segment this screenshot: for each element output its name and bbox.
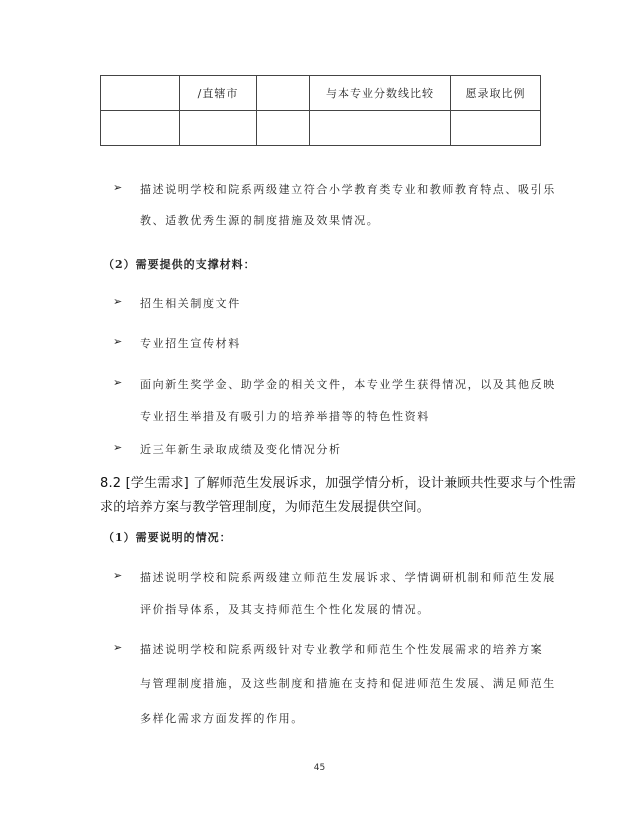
table-cell	[180, 111, 257, 146]
admission-table	[100, 75, 541, 146]
paragraph-line: 描述说明学校和院系两级建立符合小学教育类专业和教师教育特点、吸引乐	[140, 183, 556, 196]
bullet-icon: ➢	[113, 376, 123, 389]
heading-8-2: 求的培养方案与教学管理制度，为师范生发展提供空间。	[100, 500, 431, 515]
section-title: （2）需要提供的支撑材料：	[103, 258, 256, 271]
list-item: 多样化需求方面发挥的作用。	[140, 712, 304, 725]
table-cell	[257, 76, 310, 111]
table-cell: /直辖市	[180, 76, 257, 111]
bullet-icon: ➢	[113, 335, 123, 348]
bullet-icon: ➢	[113, 181, 123, 194]
bullet-icon: ➢	[113, 569, 123, 582]
page-number: 45	[313, 763, 326, 773]
list-item: 专业招生宣传材料	[140, 337, 241, 350]
heading-8-2: 8.2 [学生需求] 了解师范生发展诉求，加强学情分析，设计兼顾共性要求与个性需	[100, 476, 577, 491]
list-item: 招生相关制度文件	[140, 297, 241, 310]
bullet-icon: ➢	[113, 441, 123, 454]
list-item: 评价指导体系，及其支持师范生个性化发展的情况。	[140, 603, 430, 616]
section-title: （1）需要说明的情况：	[103, 531, 232, 544]
table-row	[101, 111, 541, 146]
list-item: 面向新生奖学金、助学金的相关文件，本专业学生获得情况，以及其他反映	[140, 378, 556, 391]
list-item: 描述说明学校和院系两级建立师范生发展诉求、学情调研机制和师范生发展	[140, 571, 556, 584]
table-cell	[451, 111, 541, 146]
table-cell	[101, 76, 180, 111]
paragraph-line: 教、适教优秀生源的制度措施及效果情况。	[140, 214, 380, 227]
list-item: 描述说明学校和院系两级针对专业教学和师范生个性发展需求的培养方案	[140, 643, 544, 656]
bullet-icon: ➢	[113, 295, 123, 308]
table-row	[101, 76, 541, 111]
bullet-icon: ➢	[113, 641, 123, 654]
list-item: 与管理制度措施，及这些制度和措施在支持和促进师范生发展、满足师范生	[140, 677, 556, 690]
table-cell: 与本专业分数线比较	[310, 76, 451, 111]
list-item: 专业招生举措及有吸引力的培养举措等的特色性资料	[140, 410, 430, 423]
table-cell: 愿录取比例	[451, 76, 541, 111]
table-cell	[257, 111, 310, 146]
table-cell	[101, 111, 180, 146]
list-item: 近三年新生录取成绩及变化情况分析	[140, 443, 342, 456]
table-cell	[310, 111, 451, 146]
